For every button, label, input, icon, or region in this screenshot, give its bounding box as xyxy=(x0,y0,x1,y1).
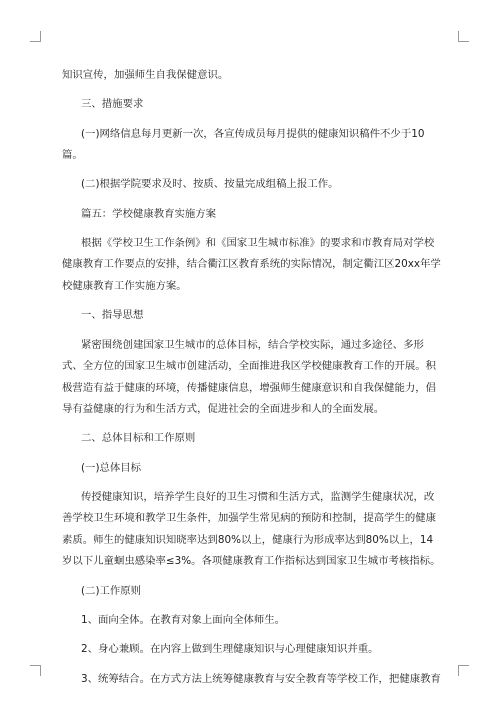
section-heading-measures: 三、措施要求 xyxy=(81,98,144,111)
corner-crop-mark-top-right xyxy=(458,31,469,42)
corner-crop-mark-top-left xyxy=(30,31,41,42)
principle-item-1: 1、面向全体。在教育对象上面向全体师生。 xyxy=(81,614,286,627)
document-body xyxy=(62,65,442,698)
paragraph-continuation: 知识宣传，加强师生自我保健意识。 xyxy=(62,69,229,81)
corner-crop-mark-bottom-right xyxy=(458,665,469,676)
section-heading-goals-principles: 二、总体目标和工作原则 xyxy=(81,432,196,445)
paragraph-intro: 根据《学校卫生工作条例》和《国家卫生城市标准》的要求和市教育局对学校健康教育工作要点的安排，结合衢江区教育系统的实际情况，制定衢江区20xx年学校健康教育工作实施方案。 xyxy=(62,236,441,292)
principle-item-2: 2、身心兼顾。在内容上做到生理健康知识与心理健康知识并重。 xyxy=(81,643,379,656)
principle-item-3: 3、统筹结合。在方式方法上统筹健康教育与安全教育等学校工作，把健康教育 xyxy=(81,672,441,685)
article-title: 篇五：学校健康教育实施方案 xyxy=(81,207,217,220)
list-item-report-work: (二)根据学院要求及时、按质、按量完成组稿上报工作。 xyxy=(81,178,339,191)
subheading-overall-goal: (一)总体目标 xyxy=(81,461,142,474)
section-heading-guiding-thought: 一、指导思想 xyxy=(81,309,144,322)
list-item-network-update: (一)网络信息每月更新一次，各宣传成员每月提供的健康知识稿件不少于10篇。 xyxy=(62,127,425,162)
paragraph-overall-goal: 传授健康知识，培养学生良好的卫生习惯和生活方式，监测学生健康状况，改善学校卫生环境和教学卫生条件，加强学生常见病的预防和控制，提高学生的健康素质。师生的健康知识知晓率达到80%以上，健康行为形成率达到80%以上，14岁以下儿童蛔虫感染率≤3%。各项健康教育工作指标达到国家卫生城市考核指标。 xyxy=(62,490,441,568)
corner-crop-mark-bottom-left xyxy=(30,665,41,676)
subheading-work-principles: (二)工作原则 xyxy=(81,584,142,597)
paragraph-guiding-thought: 紧密围绕创建国家卫生城市的总体目标，结合学校实际，通过多途径、多形式、全方位的国家卫生城市创建活动，全面推进我区学校健康教育工作的开展。积极营造有益于健康的环境，传播健康信息，增强师生健康意识和自我保健能力，倡导有益健康的行为和生活方式，促进社会的全面进步和人的全面发展。 xyxy=(62,338,437,416)
